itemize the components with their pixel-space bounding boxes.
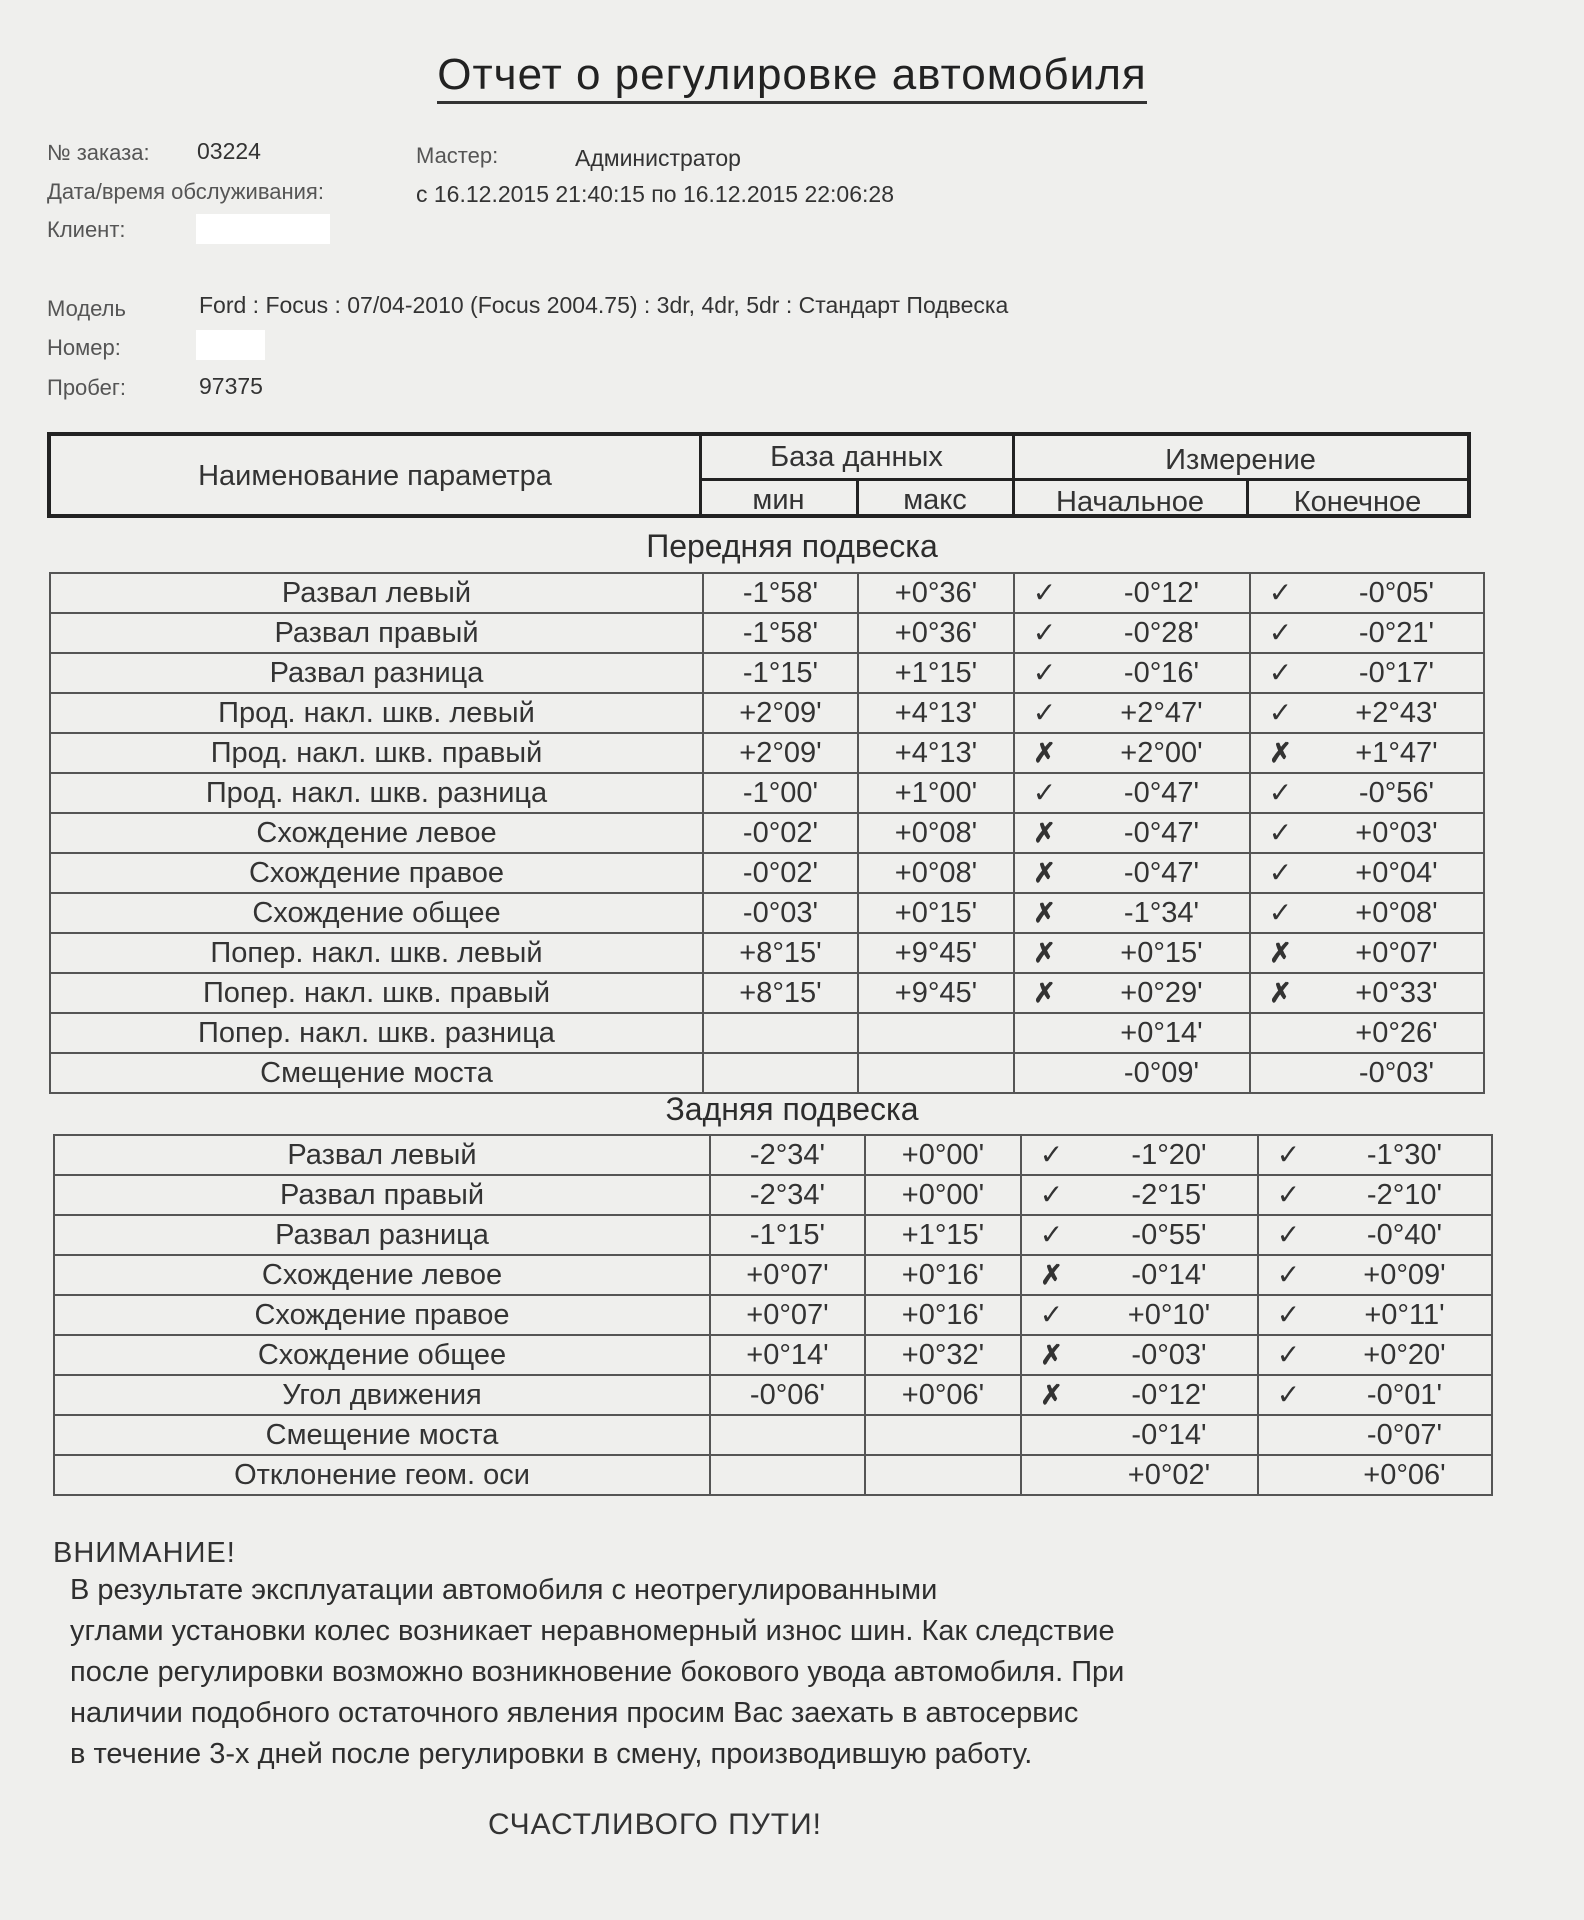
check-mark-icon: ✓ bbox=[1276, 1219, 1301, 1250]
param-name: Схождение общее bbox=[50, 893, 703, 933]
initial-value: -0°55' bbox=[1081, 1215, 1258, 1255]
initial-status-mark bbox=[1014, 693, 1074, 733]
initial-status-mark bbox=[1014, 933, 1074, 973]
initial-value: -0°47' bbox=[1074, 853, 1250, 893]
cross-mark-icon: ✗ bbox=[1033, 938, 1056, 968]
final-status-mark bbox=[1250, 693, 1310, 733]
param-name: Схождение общее bbox=[54, 1335, 710, 1375]
initial-status-mark bbox=[1021, 1215, 1081, 1255]
final-status-mark bbox=[1250, 653, 1310, 693]
final-value: -2°10' bbox=[1318, 1175, 1492, 1215]
max-value: +0°15' bbox=[858, 893, 1014, 933]
param-name: Угол движения bbox=[54, 1375, 710, 1415]
final-status-mark bbox=[1250, 1013, 1310, 1053]
final-value: -0°07' bbox=[1318, 1415, 1492, 1455]
initial-value: +0°29' bbox=[1074, 973, 1250, 1013]
min-value: -1°15' bbox=[703, 653, 858, 693]
final-value: +0°33' bbox=[1310, 973, 1484, 1013]
table-row bbox=[54, 1175, 1492, 1215]
final-value: -0°56' bbox=[1310, 773, 1484, 813]
final-status-mark bbox=[1250, 813, 1310, 853]
initial-status-mark bbox=[1014, 613, 1074, 653]
cross-mark-icon: ✗ bbox=[1040, 1260, 1063, 1290]
model-value: Ford : Focus : 07/04-2010 (Focus 2004.75) : 3dr, 4dr, 5dr : Стандарт Подвеска bbox=[199, 292, 1009, 318]
check-mark-icon: ✓ bbox=[1276, 1379, 1301, 1410]
final-status-mark bbox=[1258, 1255, 1318, 1295]
header-database: База данных bbox=[770, 441, 943, 473]
farewell-text: СЧАСТЛИВОГО ПУТИ! bbox=[488, 1808, 823, 1841]
datetime-value: с 16.12.2015 21:40:15 по 16.12.2015 22:06:28 bbox=[416, 181, 894, 207]
max-value bbox=[858, 1013, 1014, 1053]
final-status-mark bbox=[1250, 613, 1310, 653]
check-mark-icon: ✓ bbox=[1039, 1299, 1064, 1330]
initial-value: +0°02' bbox=[1081, 1455, 1258, 1495]
table-row bbox=[50, 773, 1484, 813]
initial-value: -2°15' bbox=[1081, 1175, 1258, 1215]
min-value: -1°58' bbox=[703, 613, 858, 653]
final-value: +0°06' bbox=[1318, 1455, 1492, 1495]
table-row bbox=[54, 1215, 1492, 1255]
min-value: +0°14' bbox=[710, 1335, 865, 1375]
max-value: +0°36' bbox=[858, 573, 1014, 613]
check-mark-icon: ✓ bbox=[1268, 577, 1293, 608]
min-value: -1°58' bbox=[703, 573, 858, 613]
mileage-label: Пробег: bbox=[47, 375, 127, 400]
cross-mark-icon: ✗ bbox=[1269, 938, 1292, 968]
initial-value: +0°15' bbox=[1074, 933, 1250, 973]
rear-suspension-title: Задняя подвеска bbox=[665, 1091, 919, 1127]
initial-value: -0°09' bbox=[1074, 1053, 1250, 1093]
table-row bbox=[54, 1135, 1492, 1175]
param-name: Прод. накл. шкв. разница bbox=[50, 773, 703, 813]
front-suspension-title: Передняя подвеска bbox=[646, 528, 938, 564]
min-value bbox=[710, 1415, 865, 1455]
final-value: +2°43' bbox=[1310, 693, 1484, 733]
front-suspension-table bbox=[49, 572, 1485, 1094]
client-redacted-box bbox=[196, 214, 330, 244]
initial-status-mark bbox=[1021, 1295, 1081, 1335]
final-status-mark bbox=[1250, 893, 1310, 933]
table-row bbox=[50, 653, 1484, 693]
final-status-mark bbox=[1250, 733, 1310, 773]
final-value: -0°03' bbox=[1310, 1053, 1484, 1093]
max-value: +0°00' bbox=[865, 1175, 1021, 1215]
min-value: +2°09' bbox=[703, 693, 858, 733]
table-row bbox=[50, 933, 1484, 973]
param-name: Развал левый bbox=[50, 573, 703, 613]
initial-value: -0°47' bbox=[1074, 773, 1250, 813]
table-row bbox=[50, 1053, 1484, 1093]
param-name: Развал разница bbox=[54, 1215, 710, 1255]
cross-mark-icon: ✗ bbox=[1040, 1340, 1063, 1370]
check-mark-icon: ✓ bbox=[1032, 697, 1057, 728]
max-value: +0°00' bbox=[865, 1135, 1021, 1175]
table-header bbox=[47, 432, 1471, 518]
min-value: +8°15' bbox=[703, 973, 858, 1013]
warning-line: в течение 3-х дней после регулировки в смену, производившую работу. bbox=[70, 1738, 1033, 1770]
table-row bbox=[54, 1455, 1492, 1495]
initial-value: -0°12' bbox=[1081, 1375, 1258, 1415]
min-value: -0°03' bbox=[703, 893, 858, 933]
check-mark-icon: ✓ bbox=[1032, 617, 1057, 648]
initial-status-mark bbox=[1014, 1053, 1074, 1093]
final-status-mark bbox=[1258, 1295, 1318, 1335]
check-mark-icon: ✓ bbox=[1032, 777, 1057, 808]
model-label: Модель bbox=[47, 296, 126, 321]
max-value: +1°15' bbox=[865, 1215, 1021, 1255]
final-value: -1°30' bbox=[1318, 1135, 1492, 1175]
warning-title: ВНИМАНИЕ! bbox=[53, 1537, 236, 1569]
max-value: +0°16' bbox=[865, 1295, 1021, 1335]
header-divider bbox=[699, 478, 1467, 481]
report-title bbox=[0, 50, 1584, 100]
final-value: +0°11' bbox=[1318, 1295, 1492, 1335]
param-name: Развал правый bbox=[50, 613, 703, 653]
table-row bbox=[50, 733, 1484, 773]
initial-value: -1°34' bbox=[1074, 893, 1250, 933]
check-mark-icon: ✓ bbox=[1032, 657, 1057, 688]
initial-value: +2°47' bbox=[1074, 693, 1250, 733]
initial-status-mark bbox=[1014, 893, 1074, 933]
mileage-value: 97375 bbox=[199, 373, 263, 399]
final-status-mark bbox=[1258, 1215, 1318, 1255]
client-label: Клиент: bbox=[47, 217, 126, 242]
check-mark-icon: ✓ bbox=[1032, 577, 1057, 608]
final-value: -0°40' bbox=[1318, 1215, 1492, 1255]
check-mark-icon: ✓ bbox=[1268, 897, 1293, 928]
final-status-mark bbox=[1258, 1415, 1318, 1455]
warning-text bbox=[70, 1570, 1400, 1775]
max-value bbox=[858, 1053, 1014, 1093]
min-value bbox=[703, 1053, 858, 1093]
cross-mark-icon: ✗ bbox=[1040, 1380, 1063, 1410]
table-row bbox=[50, 693, 1484, 733]
initial-status-mark bbox=[1014, 853, 1074, 893]
max-value: +0°08' bbox=[858, 813, 1014, 853]
final-status-mark bbox=[1258, 1135, 1318, 1175]
param-name: Развал правый bbox=[54, 1175, 710, 1215]
min-value: -1°00' bbox=[703, 773, 858, 813]
check-mark-icon: ✓ bbox=[1268, 817, 1293, 848]
max-value: +0°16' bbox=[865, 1255, 1021, 1295]
header-initial: Начальное bbox=[1056, 486, 1204, 518]
final-value: -0°17' bbox=[1310, 653, 1484, 693]
final-value: +0°04' bbox=[1310, 853, 1484, 893]
min-value: -0°06' bbox=[710, 1375, 865, 1415]
initial-value: -1°20' bbox=[1081, 1135, 1258, 1175]
cross-mark-icon: ✗ bbox=[1033, 818, 1056, 848]
plate-redacted-box bbox=[196, 330, 265, 360]
cross-mark-icon: ✗ bbox=[1033, 978, 1056, 1008]
initial-status-mark bbox=[1014, 973, 1074, 1013]
max-value: +9°45' bbox=[858, 973, 1014, 1013]
master-value: Администратор bbox=[575, 145, 741, 171]
initial-value: -0°14' bbox=[1081, 1255, 1258, 1295]
final-status-mark bbox=[1258, 1175, 1318, 1215]
table-row bbox=[54, 1335, 1492, 1375]
initial-value: -0°14' bbox=[1081, 1415, 1258, 1455]
initial-status-mark bbox=[1014, 1013, 1074, 1053]
final-value: -0°21' bbox=[1310, 613, 1484, 653]
final-value: +0°20' bbox=[1318, 1335, 1492, 1375]
max-value: +9°45' bbox=[858, 933, 1014, 973]
header-min: мин bbox=[752, 484, 805, 516]
final-status-mark bbox=[1250, 933, 1310, 973]
initial-status-mark bbox=[1014, 573, 1074, 613]
initial-status-mark bbox=[1021, 1175, 1081, 1215]
initial-value: +0°14' bbox=[1074, 1013, 1250, 1053]
warning-line: после регулировки возможно возникновение бокового увода автомобиля. При bbox=[70, 1656, 1125, 1688]
param-name: Схождение правое bbox=[54, 1295, 710, 1335]
max-value: +1°00' bbox=[858, 773, 1014, 813]
cross-mark-icon: ✗ bbox=[1033, 738, 1056, 768]
max-value: +4°13' bbox=[858, 693, 1014, 733]
min-value bbox=[703, 1013, 858, 1053]
check-mark-icon: ✓ bbox=[1039, 1179, 1064, 1210]
max-value: +0°36' bbox=[858, 613, 1014, 653]
max-value: +0°08' bbox=[858, 853, 1014, 893]
check-mark-icon: ✓ bbox=[1276, 1259, 1301, 1290]
initial-status-mark bbox=[1014, 813, 1074, 853]
cross-mark-icon: ✗ bbox=[1033, 898, 1056, 928]
table-row bbox=[50, 973, 1484, 1013]
initial-value: +0°10' bbox=[1081, 1295, 1258, 1335]
warning-line: В результате эксплуатации автомобиля с неотрегулированными bbox=[70, 1574, 938, 1606]
max-value: +0°06' bbox=[865, 1375, 1021, 1415]
check-mark-icon: ✓ bbox=[1268, 697, 1293, 728]
initial-value: +2°00' bbox=[1074, 733, 1250, 773]
check-mark-icon: ✓ bbox=[1039, 1219, 1064, 1250]
param-name: Попер. накл. шкв. левый bbox=[50, 933, 703, 973]
table-row bbox=[50, 613, 1484, 653]
min-value bbox=[710, 1455, 865, 1495]
final-status-mark bbox=[1258, 1335, 1318, 1375]
cross-mark-icon: ✗ bbox=[1033, 858, 1056, 888]
max-value bbox=[865, 1415, 1021, 1455]
check-mark-icon: ✓ bbox=[1276, 1179, 1301, 1210]
table-row bbox=[54, 1415, 1492, 1455]
param-name: Прод. накл. шкв. левый bbox=[50, 693, 703, 733]
final-value: +0°09' bbox=[1318, 1255, 1492, 1295]
min-value: +0°07' bbox=[710, 1295, 865, 1335]
param-name: Смещение моста bbox=[54, 1415, 710, 1455]
initial-status-mark bbox=[1021, 1455, 1081, 1495]
min-value: -0°02' bbox=[703, 853, 858, 893]
final-value: +0°08' bbox=[1310, 893, 1484, 933]
initial-value: -0°16' bbox=[1074, 653, 1250, 693]
final-value: +0°26' bbox=[1310, 1013, 1484, 1053]
master-label: Мастер: bbox=[416, 143, 499, 168]
param-name: Схождение левое bbox=[50, 813, 703, 853]
datetime-label: Дата/время обслуживания: bbox=[47, 179, 324, 204]
min-value: +8°15' bbox=[703, 933, 858, 973]
cross-mark-icon: ✗ bbox=[1269, 978, 1292, 1008]
initial-value: -0°03' bbox=[1081, 1335, 1258, 1375]
table-row bbox=[54, 1295, 1492, 1335]
warning-line: углами установки колес возникает неравномерный износ шин. Как следствие bbox=[70, 1615, 1115, 1647]
warning-line: наличии подобного остаточного явления просим Вас заехать в автосервис bbox=[70, 1697, 1079, 1729]
initial-status-mark bbox=[1014, 653, 1074, 693]
initial-status-mark bbox=[1014, 733, 1074, 773]
initial-status-mark bbox=[1021, 1135, 1081, 1175]
param-name: Схождение левое bbox=[54, 1255, 710, 1295]
final-status-mark bbox=[1250, 973, 1310, 1013]
final-status-mark bbox=[1258, 1375, 1318, 1415]
report-title-text: Отчет о регулировке автомобиля bbox=[437, 50, 1146, 104]
min-value: -2°34' bbox=[710, 1175, 865, 1215]
final-value: +1°47' bbox=[1310, 733, 1484, 773]
header-param-name: Наименование параметра bbox=[198, 460, 552, 492]
table-row bbox=[50, 813, 1484, 853]
min-value: +0°07' bbox=[710, 1255, 865, 1295]
initial-value: -0°12' bbox=[1074, 573, 1250, 613]
param-name: Схождение правое bbox=[50, 853, 703, 893]
check-mark-icon: ✓ bbox=[1276, 1139, 1301, 1170]
min-value: -1°15' bbox=[710, 1215, 865, 1255]
check-mark-icon: ✓ bbox=[1268, 617, 1293, 648]
param-name: Попер. накл. шкв. разница bbox=[50, 1013, 703, 1053]
table-row bbox=[50, 853, 1484, 893]
check-mark-icon: ✓ bbox=[1268, 857, 1293, 888]
final-value: -0°05' bbox=[1310, 573, 1484, 613]
final-status-mark bbox=[1250, 573, 1310, 613]
order-number-label: № заказа: bbox=[47, 140, 150, 165]
initial-status-mark bbox=[1021, 1255, 1081, 1295]
min-value: -2°34' bbox=[710, 1135, 865, 1175]
rear-suspension-table bbox=[53, 1134, 1493, 1496]
max-value: +4°13' bbox=[858, 733, 1014, 773]
final-status-mark bbox=[1250, 1053, 1310, 1093]
param-name: Попер. накл. шкв. правый bbox=[50, 973, 703, 1013]
initial-status-mark bbox=[1021, 1335, 1081, 1375]
max-value bbox=[865, 1455, 1021, 1495]
check-mark-icon: ✓ bbox=[1268, 777, 1293, 808]
initial-value: -0°28' bbox=[1074, 613, 1250, 653]
final-status-mark bbox=[1250, 773, 1310, 813]
table-row bbox=[50, 1013, 1484, 1053]
initial-status-mark bbox=[1014, 773, 1074, 813]
plate-label: Номер: bbox=[47, 335, 121, 360]
table-row bbox=[50, 573, 1484, 613]
param-name: Развал левый bbox=[54, 1135, 710, 1175]
header-max: макс bbox=[903, 484, 967, 516]
header-measurement: Измерение bbox=[1165, 444, 1316, 476]
min-value: +2°09' bbox=[703, 733, 858, 773]
header-final: Конечное bbox=[1293, 486, 1422, 518]
initial-status-mark bbox=[1021, 1415, 1081, 1455]
final-status-mark bbox=[1258, 1455, 1318, 1495]
check-mark-icon: ✓ bbox=[1039, 1139, 1064, 1170]
final-value: +0°07' bbox=[1310, 933, 1484, 973]
param-name: Отклонение геом. оси bbox=[54, 1455, 710, 1495]
initial-status-mark bbox=[1021, 1375, 1081, 1415]
check-mark-icon: ✓ bbox=[1268, 657, 1293, 688]
final-status-mark bbox=[1250, 853, 1310, 893]
table-row bbox=[54, 1375, 1492, 1415]
min-value: -0°02' bbox=[703, 813, 858, 853]
check-mark-icon: ✓ bbox=[1276, 1299, 1301, 1330]
table-row bbox=[54, 1255, 1492, 1295]
max-value: +0°32' bbox=[865, 1335, 1021, 1375]
initial-value: -0°47' bbox=[1074, 813, 1250, 853]
max-value: +1°15' bbox=[858, 653, 1014, 693]
param-name: Развал разница bbox=[50, 653, 703, 693]
final-value: +0°03' bbox=[1310, 813, 1484, 853]
table-row bbox=[50, 893, 1484, 933]
param-name: Смещение моста bbox=[50, 1053, 703, 1093]
check-mark-icon: ✓ bbox=[1276, 1339, 1301, 1370]
final-value: -0°01' bbox=[1318, 1375, 1492, 1415]
cross-mark-icon: ✗ bbox=[1269, 738, 1292, 768]
order-number-value: 03224 bbox=[197, 138, 261, 164]
param-name: Прод. накл. шкв. правый bbox=[50, 733, 703, 773]
